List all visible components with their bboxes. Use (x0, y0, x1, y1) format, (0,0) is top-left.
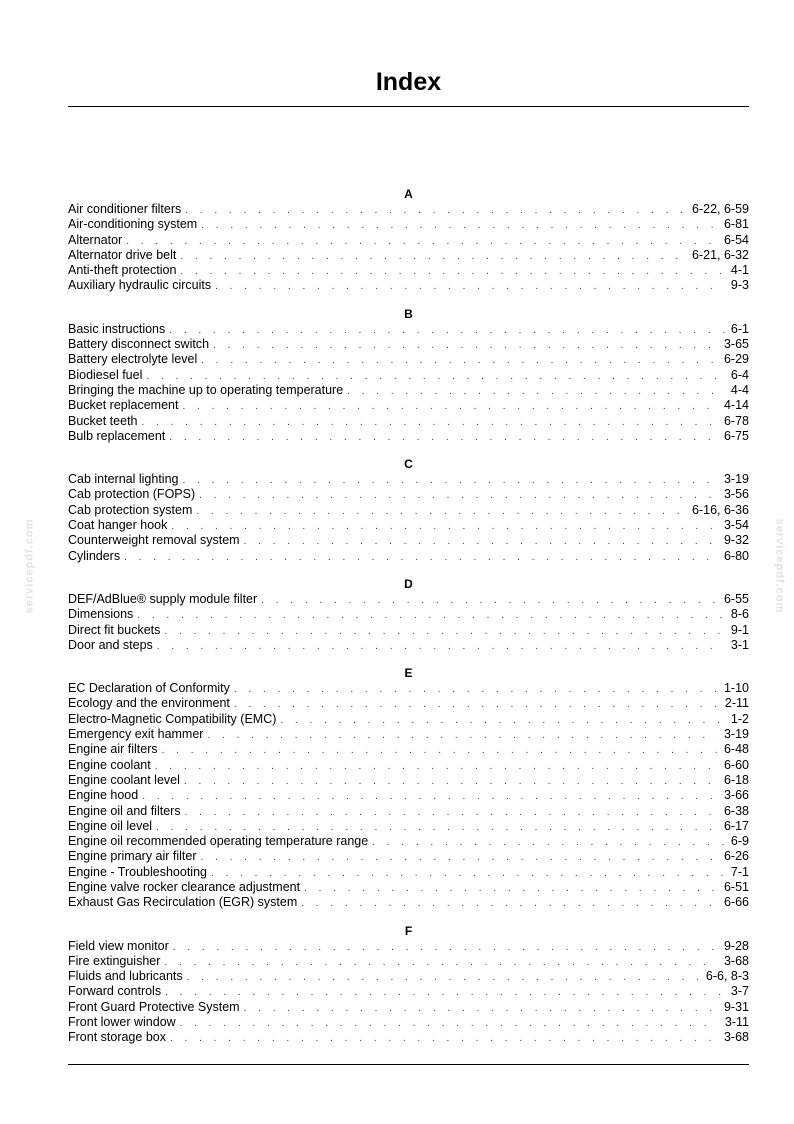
index-entry (68, 607, 749, 622)
entry-page-ref: 6-4 (730, 367, 749, 382)
entry-name: Fluids and lubricants (68, 969, 183, 984)
footer-divider (68, 1064, 749, 1065)
entry-name: Ecology and the environment (68, 696, 230, 711)
index-entry (68, 487, 749, 502)
dot-leader (169, 323, 725, 338)
entry-name: Engine coolant (68, 757, 151, 772)
entry-name: Battery electrolyte level (68, 352, 198, 367)
section-letter: C (404, 457, 413, 472)
entry-name: Emergency exit hammer (68, 727, 204, 742)
entry-page-ref: 6-9 (730, 834, 749, 849)
index-entry (68, 939, 749, 954)
entry-name: Engine hood (68, 788, 139, 803)
entry-page-ref: 6-51 (723, 879, 749, 894)
entry-name: Bulb replacement (68, 428, 166, 443)
dot-leader (211, 866, 725, 881)
entry-page-ref: 6-75 (723, 428, 749, 443)
section-letter: E (404, 666, 413, 681)
index-entry (68, 592, 749, 607)
index-section-f (68, 923, 749, 1046)
index-entry (68, 1000, 749, 1015)
entry-page-ref: 1-2 (730, 711, 749, 726)
section-letter: D (404, 576, 413, 591)
entry-name: Dimensions (68, 607, 134, 622)
dot-leader (372, 835, 725, 850)
dot-leader (196, 504, 686, 519)
entry-page-ref: 6-81 (723, 217, 749, 232)
entry-name: Air conditioner filters (68, 202, 182, 216)
index-entry (68, 429, 749, 444)
entry-name: Exhaust Gas Recirculation (EGR) system (68, 895, 298, 910)
dot-leader (183, 473, 718, 488)
entry-name: Cylinders (68, 548, 121, 563)
entry-name: Fire extinguisher (68, 953, 161, 968)
entry-name: Front storage box (68, 1030, 166, 1045)
entry-name: Bringing the machine up to operating temperature (68, 382, 344, 397)
index-section-a (68, 186, 749, 294)
entry-page-ref: 6-78 (723, 413, 749, 428)
entry-page-ref: 9-32 (723, 533, 749, 548)
entry-name: Basic instructions (68, 321, 166, 336)
entry-page-ref: 9-1 (730, 622, 749, 637)
entry-page-ref: 3-68 (723, 1030, 749, 1045)
dot-leader (142, 415, 718, 430)
entry-name: Bucket teeth (68, 413, 138, 428)
index-entry (68, 984, 749, 999)
dot-leader (162, 743, 718, 758)
index-section-c (68, 456, 749, 564)
index-section-b (68, 306, 749, 444)
entry-page-ref: 9-3 (730, 278, 749, 293)
entry-page-ref: 3-7 (730, 984, 749, 999)
entry-name: Engine oil level (68, 818, 153, 833)
dot-leader (301, 896, 718, 911)
index-entry (68, 368, 749, 383)
entry-page-ref: 7-1 (730, 864, 749, 879)
index-entry (68, 337, 749, 352)
dot-leader (171, 519, 718, 534)
dot-leader (142, 789, 718, 804)
entry-page-ref: 2-11 (724, 696, 749, 711)
entry-name: Anti-theft protection (68, 263, 177, 278)
index-entry (68, 969, 749, 984)
dot-leader (146, 369, 725, 384)
index-entry (68, 623, 749, 638)
index-entry (68, 533, 749, 548)
entry-name: Biodiesel fuel (68, 367, 143, 382)
title-divider (68, 106, 749, 107)
entry-page-ref: 6-18 (723, 772, 749, 787)
index-entry (68, 804, 749, 819)
dot-leader (156, 820, 718, 835)
index-entry (68, 518, 749, 533)
dot-leader (187, 970, 700, 985)
index-entry (68, 263, 749, 278)
section-letter: B (404, 306, 413, 321)
dot-leader (180, 264, 725, 279)
dot-leader (173, 940, 718, 955)
index-entry (68, 352, 749, 367)
entry-name: Engine oil recommended operating temperature range (68, 834, 369, 849)
index-entry (68, 398, 749, 413)
dot-leader (199, 488, 718, 503)
index-entry (68, 414, 749, 429)
entry-page-ref: 3-65 (723, 337, 749, 352)
index-entry (68, 503, 749, 518)
dot-leader (155, 759, 718, 774)
index-entry (68, 727, 749, 742)
dot-leader (201, 850, 718, 865)
entry-page-ref: 3-11 (724, 1015, 749, 1030)
index-entry (68, 954, 749, 969)
entry-name: Cab protection (FOPS) (68, 487, 196, 502)
entry-name: EC Declaration of Conformity (68, 681, 230, 696)
index-entry (68, 865, 749, 880)
dot-leader (261, 593, 718, 608)
index-entry (68, 742, 749, 757)
entry-name: Engine oil and filters (68, 803, 181, 818)
entry-name: Engine air filters (68, 742, 158, 757)
dot-leader (184, 774, 718, 789)
dot-leader (180, 249, 686, 264)
entry-page-ref: 6-60 (723, 757, 749, 772)
entry-page-ref: 6-22, 6-59 (692, 202, 749, 216)
entry-page-ref: 1-10 (723, 681, 749, 696)
dot-leader (164, 624, 725, 639)
index-entry (68, 322, 749, 337)
dot-leader (207, 728, 718, 743)
entry-page-ref: 6-54 (723, 232, 749, 247)
entry-page-ref: 3-68 (723, 953, 749, 968)
entry-page-ref: 4-1 (730, 263, 749, 278)
dot-leader (165, 985, 725, 1000)
entry-page-ref: 6-1 (730, 321, 749, 336)
entry-page-ref: 6-38 (723, 803, 749, 818)
entry-name: Coat hanger hook (68, 518, 168, 533)
entry-name: Cab internal lighting (68, 472, 179, 487)
dot-leader (347, 384, 725, 399)
index-entry (68, 712, 749, 727)
entry-page-ref: 9-31 (723, 999, 749, 1014)
entry-name: Alternator drive belt (68, 247, 177, 262)
entry-name: Engine primary air filter (68, 849, 197, 864)
entry-name: Engine coolant level (68, 772, 180, 787)
dot-leader (201, 218, 718, 233)
entry-page-ref: 6-26 (723, 849, 749, 864)
entry-name: Door and steps (68, 637, 153, 652)
entry-name: Field view monitor (68, 938, 169, 953)
entry-name: Electro-Magnetic Compatibility (EMC) (68, 711, 277, 726)
dot-leader (180, 1016, 719, 1031)
index-entry (68, 217, 749, 232)
entry-page-ref: 6-17 (723, 818, 749, 833)
entry-page-ref: 6-16, 6-36 (692, 502, 749, 517)
dot-leader (234, 682, 718, 697)
index-entry (68, 202, 749, 217)
dot-leader (185, 203, 686, 218)
entry-name: Direct fit buckets (68, 622, 161, 637)
index-entry (68, 788, 749, 803)
index-entry (68, 758, 749, 773)
entry-name: Alternator (68, 232, 123, 247)
dot-leader (280, 713, 725, 728)
dot-leader (169, 430, 718, 445)
dot-leader (157, 639, 725, 654)
dot-leader (126, 234, 718, 249)
entry-page-ref: 3-19 (723, 472, 749, 487)
dot-leader (185, 805, 718, 820)
entry-page-ref: 3-66 (723, 788, 749, 803)
index-entry (68, 1015, 749, 1030)
entry-page-ref: 6-55 (723, 591, 749, 606)
entry-page-ref: 9-28 (723, 938, 749, 953)
entry-name: Forward controls (68, 984, 162, 999)
dot-leader (244, 1001, 718, 1016)
watermark-left: servicepdf.com (23, 518, 36, 614)
index-section-d (68, 576, 749, 653)
watermark-right: servicepdf.com (773, 518, 786, 614)
dot-leader (137, 608, 725, 623)
entry-page-ref: 6-66 (723, 895, 749, 910)
index-entry (68, 834, 749, 849)
dot-leader (304, 881, 718, 896)
entry-page-ref: 8-6 (730, 607, 749, 622)
index-entry (68, 880, 749, 895)
index-section-e (68, 665, 749, 910)
entry-page-ref: 6-80 (723, 548, 749, 563)
entry-page-ref: 6-48 (723, 742, 749, 757)
dot-leader (213, 338, 718, 353)
entry-name: Front Guard Protective System (68, 999, 240, 1014)
entry-page-ref: 3-1 (730, 637, 749, 652)
entry-name: Air-conditioning system (68, 217, 198, 232)
index-entry (68, 696, 749, 711)
entry-page-ref: 4-4 (730, 382, 749, 397)
entry-name: Engine - Troubleshooting (68, 864, 207, 879)
entry-page-ref: 4-14 (723, 398, 749, 413)
dot-leader (164, 955, 718, 970)
entry-name: Counterweight removal system (68, 533, 240, 548)
entry-name: Front lower window (68, 1015, 176, 1030)
entry-name: Engine valve rocker clearance adjustment (68, 879, 301, 894)
entry-page-ref: 6-6, 8-3 (705, 969, 749, 984)
entry-name: Battery disconnect switch (68, 337, 210, 352)
index-entry (68, 819, 749, 834)
entry-page-ref: 3-19 (723, 727, 749, 742)
entry-page-ref: 3-56 (723, 487, 749, 502)
section-letter: F (404, 923, 413, 938)
index-list (68, 186, 749, 1058)
index-entry (68, 549, 749, 564)
dot-leader (182, 399, 717, 414)
index-entry (68, 773, 749, 788)
entry-name: DEF/AdBlue® supply module filter (68, 591, 258, 606)
index-entry (68, 681, 749, 696)
index-entry (68, 849, 749, 864)
entry-page-ref: 6-21, 6-32 (692, 247, 749, 262)
entry-page-ref: 3-54 (723, 518, 749, 533)
entry-name: Cab protection system (68, 502, 193, 517)
entry-name: Bucket replacement (68, 398, 179, 413)
dot-leader (170, 1031, 718, 1046)
index-entry (68, 638, 749, 653)
section-letter: A (404, 187, 413, 201)
dot-leader (201, 353, 718, 368)
dot-leader (124, 550, 718, 565)
entry-name: Auxiliary hydraulic circuits (68, 278, 212, 293)
index-entry (68, 248, 749, 263)
dot-leader (244, 534, 718, 549)
index-entry (68, 472, 749, 487)
index-entry (68, 278, 749, 293)
entry-page-ref: 6-29 (723, 352, 749, 367)
index-entry (68, 895, 749, 910)
page-title: Index (375, 68, 442, 96)
index-entry (68, 383, 749, 398)
dot-leader (215, 279, 725, 294)
index-entry (68, 233, 749, 248)
dot-leader (234, 697, 719, 712)
index-entry (68, 1030, 749, 1045)
